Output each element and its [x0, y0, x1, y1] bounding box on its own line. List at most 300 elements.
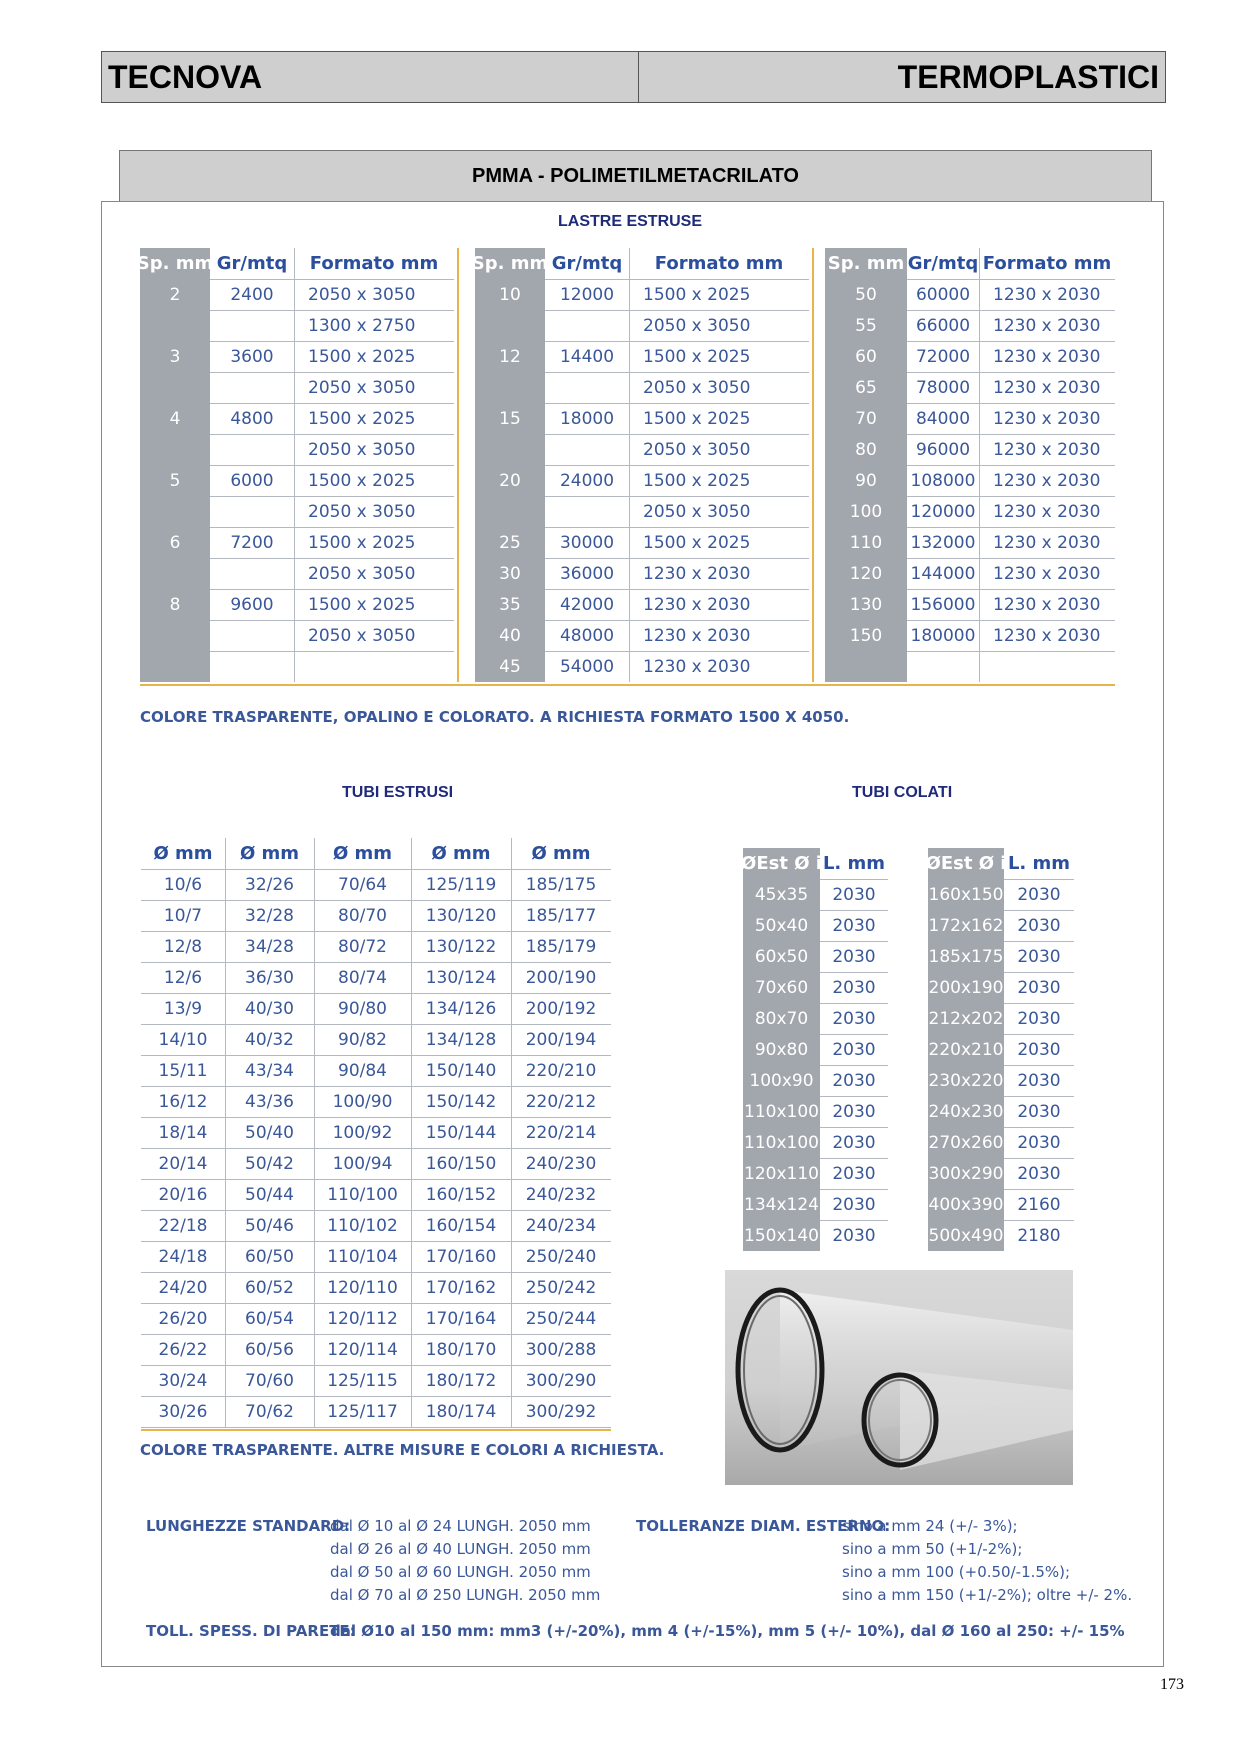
tubi-estrusi-header: Ø mm — [153, 843, 213, 864]
lastre-cell: 2050 x 3050 — [308, 501, 416, 522]
tubi-estrusi-cell: 250/240 — [525, 1246, 597, 1267]
lastre-cell: 100 — [849, 501, 883, 522]
tubi-estrusi-cell: 220/214 — [525, 1122, 597, 1143]
tubi-estrusi-cell: 50/46 — [245, 1215, 294, 1236]
tubi-colati-row-line — [1004, 1220, 1074, 1221]
tubi-colati-cell: 2030 — [832, 1194, 876, 1215]
tubi-estrusi-cell: 125/119 — [425, 874, 497, 895]
tubi-estrusi-row-line — [141, 1334, 611, 1335]
lastre-cell: 24000 — [559, 470, 615, 491]
tubi-estrusi-cell: 12/6 — [163, 967, 203, 988]
tubi-colati-cell: 45x35 — [754, 884, 809, 905]
lastre-cell — [210, 558, 294, 589]
lastre-cell: 1500 x 2025 — [308, 470, 416, 491]
tubi-estrusi-cell: 43/34 — [245, 1060, 294, 1081]
lastre-header-sp: Sp. mm — [136, 253, 214, 274]
lastre-cell: 70 — [855, 408, 877, 429]
lastre-cell: 1230 x 2030 — [643, 594, 751, 615]
tubi-estrusi-cell: 100/92 — [332, 1122, 393, 1143]
lastre-row-line — [545, 620, 809, 621]
tubi-colati-title: TUBI COLATI — [852, 784, 953, 801]
lastre-row-line — [545, 589, 809, 590]
tubi-colati-cell: 2160 — [1017, 1194, 1061, 1215]
tubi-colati-cell: 230x220 — [928, 1070, 1004, 1091]
tubi-estrusi-row-line — [141, 1427, 611, 1428]
tubi-estrusi-cell: 50/42 — [245, 1153, 294, 1174]
tubi-colati-cell: 50x40 — [754, 915, 809, 936]
lastre-cell: 54000 — [559, 656, 615, 677]
lastre-row-line — [545, 434, 809, 435]
tubi-estrusi-cell: 120/110 — [327, 1277, 398, 1298]
tubi-estrusi-row-line — [141, 931, 611, 932]
tubi-estrusi-row-line — [141, 1148, 611, 1149]
lastre-cell: 130 — [849, 594, 883, 615]
lastre-cell — [210, 310, 294, 341]
lastre-cell: 1230 x 2030 — [993, 594, 1101, 615]
lastre-cell: 48000 — [559, 625, 615, 646]
tubi-estrusi-cell: 80/74 — [338, 967, 387, 988]
lastre-header-sp: Sp. mm — [827, 253, 905, 274]
tubi-colati-cell: 2030 — [1017, 1070, 1061, 1091]
lastre-cell — [210, 620, 294, 651]
tubi-estrusi-cell: 170/164 — [425, 1308, 497, 1329]
lastre-cell: 2050 x 3050 — [308, 377, 416, 398]
tubi-colati-cell: 2030 — [832, 1163, 876, 1184]
tubi-estrusi-cell: 70/64 — [338, 874, 387, 895]
tubi-colati-cell: 2180 — [1017, 1225, 1061, 1246]
tubi-estrusi-cell: 22/18 — [158, 1215, 208, 1236]
lastre-header-sp: Sp. mm — [471, 253, 549, 274]
lastre-row-line — [545, 341, 809, 342]
tubi-estrusi-cell: 185/179 — [525, 936, 597, 957]
lastre-cell: 7200 — [230, 532, 274, 553]
tubi-colati-cell: 400x390 — [928, 1194, 1004, 1215]
lastre-cell: 4 — [169, 408, 181, 429]
tubi-colati-cell: 70x60 — [754, 977, 809, 998]
tubi-estrusi-cell: 50/40 — [245, 1122, 294, 1143]
tubi-estrusi-cell: 34/28 — [245, 936, 294, 957]
tubi-estrusi-row-line — [141, 1117, 611, 1118]
tubi-estrusi-cell: 10/7 — [163, 905, 203, 926]
tubi-estrusi-cell: 180/174 — [425, 1401, 497, 1422]
lastre-row-line — [210, 496, 454, 497]
tubi-colati-row-line — [820, 1189, 888, 1190]
tubi-estrusi-cell: 24/20 — [158, 1277, 208, 1298]
lastre-cell: 1500 x 2025 — [308, 408, 416, 429]
lastre-separator — [812, 248, 814, 682]
tubi-estrusi-cell: 300/290 — [525, 1370, 597, 1391]
tubi-colati-cell: 2030 — [832, 1070, 876, 1091]
tubi-estrusi-header: Ø mm — [239, 843, 300, 864]
lastre-cell: 90 — [855, 470, 877, 491]
tubes-photo — [725, 1270, 1073, 1485]
tubi-colati-cell: 90x80 — [754, 1039, 809, 1060]
tubi-colati-cell: 2030 — [832, 1101, 876, 1122]
tubi-estrusi-cell: 90/84 — [338, 1060, 387, 1081]
tubi-estrusi-row-line — [141, 1086, 611, 1087]
tubi-colati-header-len: L. mm — [1007, 853, 1071, 874]
lastre-cell: 2050 x 3050 — [308, 563, 416, 584]
tubi-estrusi-cell: 180/172 — [425, 1370, 497, 1391]
tubi-estrusi-cell: 125/115 — [327, 1370, 398, 1391]
tubi-estrusi-cell: 36/30 — [245, 967, 294, 988]
tubi-estrusi-cell: 150/144 — [425, 1122, 497, 1143]
lastre-row-line — [907, 279, 1115, 280]
tubi-estrusi-cell: 240/230 — [525, 1153, 597, 1174]
lunghezze-line-3: dal Ø 50 al Ø 60 LUNGH. 2050 mm — [330, 1563, 591, 1581]
tubi-estrusi-col-line — [314, 838, 315, 1427]
lastre-cell: 1500 x 2025 — [643, 346, 751, 367]
lastre-cell — [475, 310, 545, 341]
lastre-cell: 1230 x 2030 — [993, 315, 1101, 336]
tubi-estrusi-cell: 110/104 — [327, 1246, 398, 1267]
tubi-colati-row-line — [820, 879, 888, 880]
lastre-cell — [140, 558, 210, 589]
lastre-row-line — [545, 651, 809, 652]
lastre-cell: 150 — [849, 625, 883, 646]
lastre-cell — [545, 434, 629, 465]
lastre-row-line — [545, 279, 809, 280]
lastre-cell: 45 — [499, 656, 521, 677]
lastre-bottom-rule — [140, 684, 1115, 686]
tubi-estrusi-header: Ø mm — [332, 843, 393, 864]
tubi-colati-cell: 270x260 — [928, 1132, 1004, 1153]
lastre-row-line — [210, 310, 454, 311]
lastre-cell — [140, 620, 210, 651]
tolleranze-line-4: sino a mm 150 (+1/-2%); oltre +/- 2%. — [842, 1586, 1133, 1604]
lastre-cell — [545, 372, 629, 403]
lastre-cell: 1500 x 2025 — [643, 408, 751, 429]
tubi-estrusi-row-line — [141, 900, 611, 901]
tubi-colati-cell: 2030 — [832, 884, 876, 905]
tubi-estrusi-col-line — [411, 838, 412, 1427]
lastre-cell: 1500 x 2025 — [308, 532, 416, 553]
lastre-cell: 3 — [169, 346, 181, 367]
lastre-cell: 1230 x 2030 — [993, 470, 1101, 491]
tubi-estrusi-cell: 26/20 — [158, 1308, 208, 1329]
lastre-cell: 4800 — [230, 408, 274, 429]
tubi-estrusi-cell: 160/154 — [425, 1215, 497, 1236]
lastre-cell: 1230 x 2030 — [993, 408, 1101, 429]
tubi-colati-cell: 500x490 — [928, 1225, 1004, 1246]
tubi-colati-cell: 80x70 — [754, 1008, 809, 1029]
lastre-header-formato: Formato mm — [654, 253, 784, 274]
tubi-colati-cell: 150x140 — [744, 1225, 819, 1246]
tubi-estrusi-cell: 300/288 — [525, 1339, 597, 1360]
lastre-cell: 2050 x 3050 — [308, 625, 416, 646]
tubi-colati-cell: 134x124 — [744, 1194, 819, 1215]
tubi-colati-header-diam: ØEst Ø i — [925, 853, 1007, 874]
lastre-cell: 25 — [499, 532, 521, 553]
tubi-estrusi-cell: 80/70 — [338, 905, 387, 926]
tubi-estrusi-cell: 60/56 — [245, 1339, 294, 1360]
tubi-estrusi-cell: 170/160 — [425, 1246, 497, 1267]
tubi-estrusi-cell: 120/112 — [327, 1308, 398, 1329]
tubi-estrusi-row-line — [141, 1241, 611, 1242]
lastre-cell: 3600 — [230, 346, 274, 367]
lastre-row-line — [907, 651, 1115, 652]
tubi-estrusi-cell: 90/80 — [338, 998, 387, 1019]
tolleranze-label: TOLLERANZE DIAM. ESTERNO: — [636, 1517, 891, 1535]
tubi-colati-row-line — [1004, 941, 1074, 942]
lastre-cell — [475, 434, 545, 465]
lastre-cell: 2050 x 3050 — [643, 439, 751, 460]
lastre-cell: 2050 x 3050 — [308, 284, 416, 305]
lastre-header-formato: Formato mm — [309, 253, 439, 274]
lastre-row-line — [210, 558, 454, 559]
lastre-cell: 84000 — [915, 408, 971, 429]
tubi-estrusi-cell: 160/150 — [425, 1153, 497, 1174]
lastre-note: COLORE TRASPARENTE, OPALINO E COLORATO. A RICHIESTA FORMATO 1500 X 4050. — [140, 708, 850, 726]
tubi-estrusi-cell: 130/122 — [425, 936, 497, 957]
lastre-row-line — [907, 496, 1115, 497]
tubi-estrusi-cell: 100/90 — [332, 1091, 393, 1112]
tubi-estrusi-row-line — [141, 1024, 611, 1025]
tubi-estrusi-row-line — [141, 1396, 611, 1397]
tubi-estrusi-cell: 220/210 — [525, 1060, 597, 1081]
tubi-colati-cell: 240x230 — [928, 1101, 1004, 1122]
lastre-cell — [210, 372, 294, 403]
tubi-colati-cell: 2030 — [1017, 946, 1061, 967]
lastre-row-line — [545, 372, 809, 373]
lastre-cell: 1230 x 2030 — [993, 346, 1101, 367]
tubi-estrusi-cell: 160/152 — [425, 1184, 497, 1205]
tubi-estrusi-cell: 130/120 — [425, 905, 497, 926]
lastre-cell: 10 — [499, 284, 521, 305]
tubi-colati-row-line — [820, 910, 888, 911]
header-right: TERMOPLASTICI — [897, 58, 1159, 95]
tubi-estrusi-cell: 30/26 — [158, 1401, 208, 1422]
tubi-colati-row-line — [1004, 1003, 1074, 1004]
tubi-estrusi-cell: 250/244 — [525, 1308, 597, 1329]
tubi-colati-cell: 212x202 — [928, 1008, 1004, 1029]
tubi-estrusi-cell: 200/190 — [525, 967, 597, 988]
tubi-estrusi-cell: 180/170 — [425, 1339, 497, 1360]
lastre-cell: 8 — [169, 594, 181, 615]
tubi-estrusi-cell: 20/14 — [158, 1153, 208, 1174]
lastre-cell: 1300 x 2750 — [308, 315, 416, 336]
lastre-cell: 2050 x 3050 — [643, 315, 751, 336]
lastre-cell — [545, 310, 629, 341]
lastre-cell — [210, 496, 294, 527]
tubi-colati-cell: 2030 — [832, 1225, 876, 1246]
tubi-estrusi-cell: 32/28 — [245, 905, 294, 926]
lastre-row-line — [907, 620, 1115, 621]
tubi-colati-cell: 2030 — [1017, 1132, 1061, 1153]
tubi-estrusi-header: Ø mm — [531, 843, 591, 864]
page-number: 173 — [1160, 1676, 1184, 1693]
lastre-cell — [979, 651, 1115, 682]
lastre-cell: 108000 — [910, 470, 976, 491]
lastre-cell: 180000 — [910, 625, 976, 646]
lastre-cell: 18000 — [559, 408, 615, 429]
lastre-header-gr: Gr/mtq — [907, 253, 979, 274]
lastre-row-line — [210, 341, 454, 342]
lastre-cell: 1230 x 2030 — [993, 284, 1101, 305]
tubi-estrusi-row-line — [141, 993, 611, 994]
tubi-colati-row-line — [1004, 1189, 1074, 1190]
lastre-cell: 2400 — [230, 284, 274, 305]
lastre-cell: 66000 — [915, 315, 971, 336]
tubi-colati-cell: 2030 — [1017, 977, 1061, 998]
lastre-cell: 50 — [855, 284, 877, 305]
lastre-cell: 30 — [499, 563, 521, 584]
tubi-colati-cell: 110x100 — [744, 1101, 819, 1122]
lastre-row-line — [210, 651, 454, 652]
tubi-colati-row-line — [1004, 972, 1074, 973]
tubi-estrusi-cell: 150/142 — [425, 1091, 497, 1112]
lastre-cell: 40 — [499, 625, 521, 646]
lastre-row-line — [210, 589, 454, 590]
tubi-estrusi-cell: 134/126 — [425, 998, 497, 1019]
tubi-colati-cell: 172x162 — [928, 915, 1004, 936]
tubi-estrusi-note: COLORE TRASPARENTE. ALTRE MISURE E COLORI A RICHIESTA. — [140, 1441, 665, 1459]
tubi-estrusi-cell: 50/44 — [245, 1184, 294, 1205]
lastre-row-line — [545, 527, 809, 528]
lastre-cell — [294, 651, 454, 682]
tubi-estrusi-cell: 70/62 — [245, 1401, 294, 1422]
lastre-cell: 1230 x 2030 — [993, 532, 1101, 553]
tubi-colati-row-line — [820, 1158, 888, 1159]
lastre-cell — [907, 651, 979, 682]
lastre-cell: 72000 — [915, 346, 971, 367]
lastre-header-formato: Formato mm — [982, 253, 1112, 274]
lastre-header-gr: Gr/mtq — [216, 253, 288, 274]
lastre-cell: 1500 x 2025 — [643, 532, 751, 553]
lastre-row-line — [907, 403, 1115, 404]
lastre-row-line — [210, 620, 454, 621]
lastre-row-line — [545, 403, 809, 404]
lastre-cell: 20 — [499, 470, 521, 491]
tubi-estrusi-cell: 185/175 — [525, 874, 597, 895]
lunghezze-label: LUNGHEZZE STANDARD: — [146, 1517, 351, 1535]
lastre-cell — [825, 651, 907, 682]
tubi-estrusi-cell: 200/192 — [525, 998, 597, 1019]
tubi-colati-cell: 2030 — [832, 1008, 876, 1029]
tubi-colati-cell: 2030 — [832, 1039, 876, 1060]
tubi-colati-row-line — [1004, 1065, 1074, 1066]
lastre-row-line — [210, 527, 454, 528]
tubi-estrusi-cell: 60/54 — [245, 1308, 294, 1329]
tubi-estrusi-row-line — [141, 1055, 611, 1056]
lastre-cell: 2050 x 3050 — [643, 377, 751, 398]
lastre-row-line — [907, 341, 1115, 342]
tolleranze-line-1: sino a mm 24 (+/- 3%); — [842, 1517, 1018, 1535]
tubi-colati-cell: 120x110 — [744, 1163, 819, 1184]
lastre-row-line — [907, 527, 1115, 528]
tubi-colati-row-line — [820, 1034, 888, 1035]
lastre-title: LASTRE ESTRUSE — [558, 213, 703, 230]
tubi-estrusi-cell: 10/6 — [163, 874, 203, 895]
tubi-colati-row-line — [820, 972, 888, 973]
lastre-cell — [140, 496, 210, 527]
lastre-cell: 2 — [169, 284, 181, 305]
lastre-cell: 42000 — [559, 594, 615, 615]
tubi-estrusi-cell: 300/292 — [525, 1401, 597, 1422]
lastre-cell: 132000 — [910, 532, 976, 553]
lastre-row-line — [545, 310, 809, 311]
tubi-colati-row-line — [1004, 1034, 1074, 1035]
lastre-cell: 15 — [499, 408, 521, 429]
lastre-row-line — [545, 558, 809, 559]
lunghezze-line-2: dal Ø 26 al Ø 40 LUNGH. 2050 mm — [330, 1540, 591, 1558]
lastre-row-line — [210, 279, 454, 280]
tubi-estrusi-cell: 200/194 — [525, 1029, 597, 1050]
tubi-estrusi-cell: 24/18 — [158, 1246, 208, 1267]
tubi-estrusi-cell: 134/128 — [425, 1029, 497, 1050]
lastre-cell: 1500 x 2025 — [643, 284, 751, 305]
tubi-colati-cell: 185x175 — [928, 946, 1004, 967]
lastre-row-line — [907, 589, 1115, 590]
tubi-colati-row-line — [820, 1003, 888, 1004]
lastre-row-line — [210, 403, 454, 404]
tubi-estrusi-cell: 12/8 — [163, 936, 203, 957]
tubi-estrusi-cell: 60/52 — [245, 1277, 294, 1298]
tubi-estrusi-cell: 240/232 — [525, 1184, 597, 1205]
lastre-cell: 35 — [499, 594, 521, 615]
lastre-cell: 120000 — [910, 501, 976, 522]
spessore-text: dal Ø10 al 150 mm: mm3 (+/-20%), mm 4 (+/-15%), mm 5 (+/- 10%), dal Ø 160 al 250: +/- 15% — [330, 1622, 1125, 1640]
tubi-colati-cell: 100x90 — [749, 1070, 814, 1091]
tubi-estrusi-row-line — [141, 962, 611, 963]
tubi-colati-row-line — [1004, 1127, 1074, 1128]
lastre-cell: 1500 x 2025 — [308, 346, 416, 367]
tubi-colati-cell: 2030 — [832, 915, 876, 936]
tubi-colati-row-line — [820, 941, 888, 942]
tubi-estrusi-bottom-rule — [141, 1429, 611, 1431]
tubi-colati-row-line — [820, 1096, 888, 1097]
lunghezze-line-4: dal Ø 70 al Ø 250 LUNGH. 2050 mm — [330, 1586, 601, 1604]
lastre-cell: 1230 x 2030 — [993, 501, 1101, 522]
lastre-cell: 1500 x 2025 — [643, 470, 751, 491]
lastre-row-line — [907, 434, 1115, 435]
tubi-estrusi-title: TUBI ESTRUSI — [342, 784, 454, 801]
tubi-colati-cell: 2030 — [1017, 1101, 1061, 1122]
lastre-cell: 6 — [169, 532, 181, 553]
lastre-cell: 12000 — [559, 284, 615, 305]
lastre-cell: 5 — [169, 470, 181, 491]
tubi-colati-row-line — [1004, 1158, 1074, 1159]
lastre-cell — [140, 434, 210, 465]
lastre-cell: 1500 x 2025 — [308, 594, 416, 615]
tubi-estrusi-cell: 13/9 — [163, 998, 203, 1019]
lastre-row-line — [210, 434, 454, 435]
tubi-colati-cell: 60x50 — [754, 946, 809, 967]
lastre-cell — [545, 496, 629, 527]
document-title: PMMA - POLIMETILMETACRILATO — [119, 150, 1152, 201]
lastre-cell — [210, 434, 294, 465]
tubi-estrusi-cell: 125/117 — [327, 1401, 398, 1422]
tubi-estrusi-cell: 250/242 — [525, 1277, 597, 1298]
tubi-estrusi-row-line — [141, 1272, 611, 1273]
lastre-cell: 6000 — [230, 470, 274, 491]
tubi-colati-cell: 220x210 — [928, 1039, 1004, 1060]
tubi-colati-cell: 2030 — [1017, 1008, 1061, 1029]
lastre-cell: 1230 x 2030 — [993, 625, 1101, 646]
tubi-colati-cell: 110x100 — [744, 1132, 819, 1153]
lastre-cell: 1230 x 2030 — [643, 625, 751, 646]
lastre-cell: 78000 — [915, 377, 971, 398]
lastre-cell: 144000 — [910, 563, 976, 584]
tubi-estrusi-cell: 185/177 — [525, 905, 597, 926]
lastre-cell — [140, 651, 210, 682]
tubi-estrusi-cell: 80/72 — [338, 936, 387, 957]
tubi-colati-row-line — [1004, 1096, 1074, 1097]
tubi-estrusi-cell: 60/50 — [245, 1246, 294, 1267]
tubi-estrusi-cell: 30/24 — [158, 1370, 208, 1391]
tubi-estrusi-cell: 43/36 — [245, 1091, 294, 1112]
tubi-estrusi-cell: 220/212 — [525, 1091, 597, 1112]
